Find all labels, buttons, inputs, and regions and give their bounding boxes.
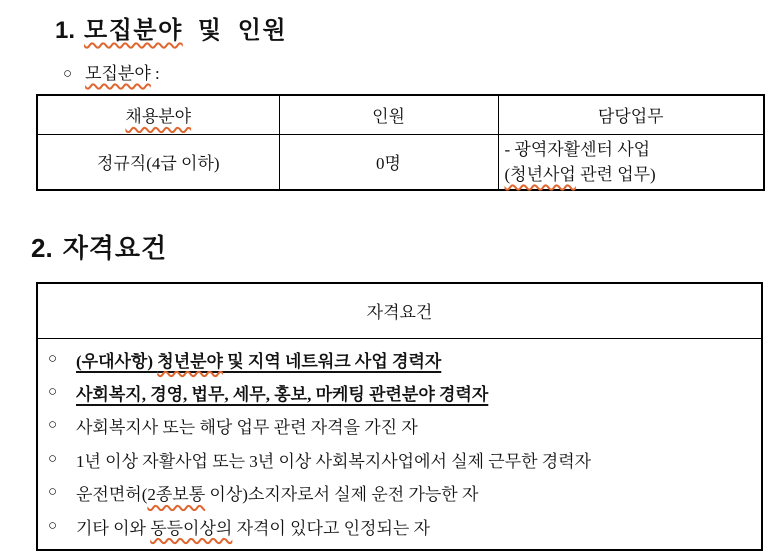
item-6-wavy: 동등이상의 bbox=[150, 518, 233, 538]
circle-bullet-icon: ○ bbox=[48, 450, 58, 467]
recruit-duty-line2-rest: 관련 업무) bbox=[575, 164, 656, 184]
recruit-category-cell: 정규직(4급 이하) bbox=[37, 134, 279, 190]
recruit-table-header-count: 인원 bbox=[279, 95, 498, 134]
item-6-pre: 기타 이와 bbox=[76, 518, 151, 538]
section-2-title: 자격요건 bbox=[62, 233, 168, 263]
qualification-list bbox=[37, 338, 762, 550]
item-5-post: 이상)소지자로서 실제 운전 가능한 자 bbox=[205, 485, 479, 505]
recruit-table-header-row bbox=[37, 95, 764, 134]
qualification-item-2-text bbox=[76, 380, 488, 405]
qualification-item-4-text bbox=[76, 447, 591, 472]
item-5-pre: 운전면허( bbox=[76, 485, 148, 505]
item-2-pre: 사회복지, 경영, 법무, 세무, 홍보, 마케팅 관련분야 경력자 bbox=[76, 385, 489, 405]
recruit-count-cell: 0명 bbox=[279, 134, 498, 190]
qualification-item-3 bbox=[48, 409, 753, 442]
qualification-item-4 bbox=[48, 443, 753, 476]
item-6-post: 자격이 있다고 인정되는 자 bbox=[232, 518, 430, 538]
circle-bullet-icon: ○ bbox=[63, 66, 73, 82]
recruit-field-subline bbox=[63, 59, 160, 84]
section-1-number: 1. bbox=[55, 17, 76, 44]
qualification-item-6 bbox=[48, 509, 753, 542]
qualification-table-header-row bbox=[37, 283, 762, 338]
section-1-heading bbox=[55, 10, 287, 45]
circle-bullet-icon: ○ bbox=[48, 384, 58, 401]
qualification-table bbox=[36, 282, 763, 551]
qualification-item-5 bbox=[48, 476, 753, 509]
circle-bullet-icon: ○ bbox=[48, 484, 58, 501]
item-3-pre: 사회복지사 또는 해당 업무 관련 자격을 가진 자 bbox=[76, 418, 418, 438]
recruit-duty-line2-wavy: (청년사업 bbox=[504, 164, 576, 184]
qualification-item-1-text bbox=[76, 347, 441, 372]
recruit-field-label: 모집분야 bbox=[85, 64, 151, 83]
section-1-title-rest: 및 인원 bbox=[182, 17, 288, 44]
qualification-item-6-text bbox=[76, 514, 430, 539]
circle-bullet-icon: ○ bbox=[48, 517, 58, 534]
qualification-item-2 bbox=[48, 376, 753, 409]
recruit-field-colon: : bbox=[150, 64, 160, 83]
item-1-wavy: 청년분야 bbox=[157, 351, 223, 371]
recruit-duty-cell bbox=[498, 134, 764, 190]
circle-bullet-icon: ○ bbox=[48, 417, 58, 434]
qualification-table-header: 자격요건 bbox=[37, 283, 762, 338]
recruit-table-data-row bbox=[37, 134, 764, 190]
recruit-table-header-category-text: 채용분야 bbox=[125, 107, 192, 127]
item-5-wavy: 2종보통 bbox=[147, 485, 206, 505]
item-4-pre: 1년 이상 자활사업 또는 3년 이상 사회복지사업에서 실제 근무한 경력자 bbox=[76, 451, 592, 471]
recruit-table bbox=[36, 94, 765, 191]
qualification-table-body-row bbox=[37, 338, 762, 550]
section-1-title-wavy: 모집분야 bbox=[84, 17, 183, 44]
section-2-heading bbox=[31, 228, 167, 265]
recruit-duty-line1: - 광역자활센터 사업 bbox=[504, 139, 651, 159]
section-2-number: 2. bbox=[31, 233, 53, 263]
item-1-post: 및 지역 네트워크 사업 경력자 bbox=[222, 351, 442, 371]
circle-bullet-icon: ○ bbox=[48, 350, 58, 367]
item-1-pre: (우대사항) bbox=[76, 351, 158, 371]
recruit-table-header-duty: 담당업무 bbox=[498, 95, 764, 134]
qualification-item-3-text bbox=[76, 413, 418, 438]
recruit-table-header-category bbox=[37, 95, 279, 134]
qualification-item-5-text bbox=[76, 480, 478, 505]
recruit-duty-line2 bbox=[505, 162, 764, 187]
qualification-item-1 bbox=[48, 343, 753, 376]
